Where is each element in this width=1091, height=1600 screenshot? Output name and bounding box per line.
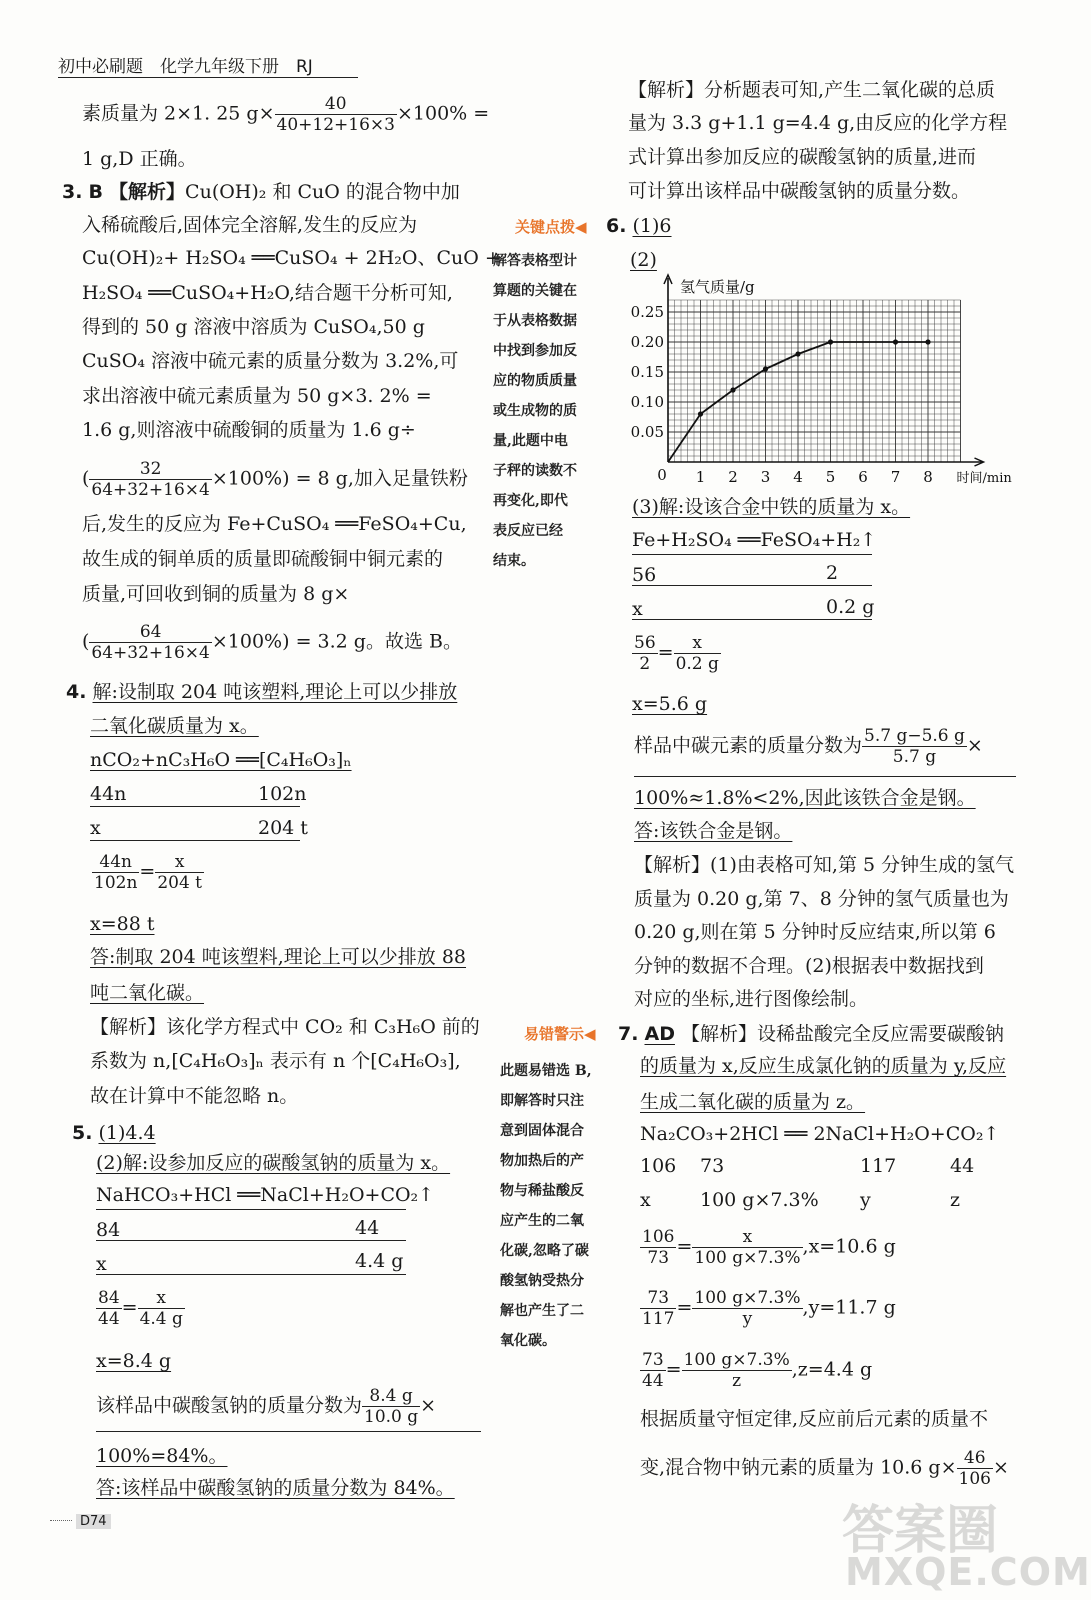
fraction — [92, 852, 139, 893]
side-note-line: 解也产生了二 — [500, 1303, 584, 1319]
text-segment: ,x=10.6 g — [802, 1235, 896, 1258]
rule — [96, 1209, 406, 1210]
question-number: 6. — [606, 215, 627, 237]
side-note-line: 氧化碳。 — [500, 1333, 556, 1349]
text-segment: ×100% = — [396, 102, 490, 125]
side-note-line: 量,此题中电 — [493, 433, 568, 449]
question-6-first-line — [606, 210, 672, 243]
x-tick-label: 7 — [890, 468, 901, 486]
fraction-denominator: 2 — [639, 654, 651, 674]
q3-line: 质量,可回收到铜的质量为 8 g× — [82, 583, 350, 605]
q3-fraction-line-2 — [82, 622, 462, 663]
y-tick-label: 0.20 — [630, 333, 664, 351]
ratio-cell: 44 — [950, 1155, 975, 1177]
question-number: 7. — [618, 1023, 639, 1045]
q5-ratio-b: 44 — [355, 1217, 380, 1239]
side-note-line: 表反应已经 — [493, 523, 563, 539]
q5-ratio-a: 84 — [96, 1219, 121, 1241]
side-note-line: 于从表格数据 — [493, 313, 577, 329]
q5-line: 100%=84%。 — [96, 1445, 228, 1467]
hydrogen-mass-chart — [630, 272, 1030, 484]
q6-fraction-line — [634, 726, 983, 767]
q6-analysis: 质量为 0.20 g,第 7、8 分钟的氢气质量也为 — [634, 888, 1009, 910]
q6-equation: Fe+H₂SO₄ ══FeSO₄+H₂↑ — [632, 529, 877, 551]
fraction — [692, 1288, 802, 1329]
side-note-line: 物加热后的产 — [500, 1153, 584, 1169]
side-note-line: 或生成物的质 — [493, 403, 577, 419]
text-segment: ×100%) = 8 g,加入足量铁粉 — [211, 467, 468, 490]
rule — [96, 1431, 481, 1432]
q5-ratio-b: 4.4 g — [355, 1250, 404, 1272]
q5-analysis: 可计算出该样品中碳酸氢钠的质量分数。 — [628, 180, 971, 202]
data-point — [828, 339, 833, 344]
rule — [634, 776, 1016, 777]
q5-analysis: 式计算出参加反应的碳酸氢钠的质量,进而 — [628, 146, 977, 168]
rule — [96, 1240, 406, 1241]
text-segment: ( — [82, 630, 90, 653]
q6-part-3: (3)解:设该合金中铁的质量为 x。 — [632, 496, 911, 518]
fraction-denominator: 106 — [958, 1469, 991, 1489]
q5-equation: NaHCO₃+HCl ══NaCl+H₂O+CO₂↑ — [96, 1184, 435, 1206]
q7-ratio-row — [640, 1184, 1020, 1217]
y-axis-label: 氢气质量/g — [680, 278, 755, 296]
q4-analysis: 系数为 n,[C₄H₆O₃]ₙ 表示有 n 个[C₄H₆O₃], — [90, 1050, 461, 1072]
text-segment: 样品中碳元素的质量分数为 — [634, 734, 863, 757]
q7-fraction-line — [640, 1448, 1009, 1489]
fraction-denominator: 40+12+16×3 — [276, 115, 395, 135]
y-tick-label: 0.25 — [630, 303, 664, 321]
watermark-domain: MXQE.COM — [845, 1550, 1091, 1594]
text-segment: 解:设制取 204 吨该塑料,理论上可以少排放 — [92, 681, 458, 703]
fraction — [674, 633, 721, 674]
q4-answer: 答:制取 204 吨该塑料,理论上可以少排放 88 — [90, 946, 467, 968]
fraction — [640, 1227, 676, 1268]
side-note-line: 即解答时只注 — [500, 1093, 584, 1109]
side-note-title-common-errors: 易错警示◀ — [524, 1025, 596, 1043]
question-4-first-line — [66, 676, 457, 709]
fraction-numerator: 5.7 g−5.6 g — [864, 726, 965, 746]
x-axis-label: 时间/min — [956, 471, 1012, 486]
fraction-numerator: 84 — [98, 1288, 120, 1308]
side-note-line: 解答表格型计 — [493, 253, 577, 269]
text-segment: 变,混合物中钠元素的质量为 10.6 g× — [640, 1456, 957, 1479]
text-segment: ( — [82, 467, 90, 490]
left-line-0 — [82, 94, 489, 135]
fraction-denominator: 5.7 g — [892, 747, 937, 767]
q4-ratio-b: 204 t — [258, 817, 308, 839]
q6-analysis: 分钟的数据不合理。(2)根据表中数据找到 — [634, 955, 984, 977]
fraction-denominator: y — [742, 1309, 753, 1329]
q4-ratio-a: x — [90, 817, 101, 839]
rule — [90, 806, 300, 807]
side-note-title-key-points: 关键点拨◀ — [515, 218, 587, 236]
x-tick-label: 4 — [793, 468, 803, 486]
fraction-denominator: 117 — [642, 1309, 675, 1329]
text-segment: 易错警示 — [524, 1025, 585, 1043]
data-point — [763, 366, 768, 371]
ratio-cell: y — [860, 1189, 871, 1211]
data-point — [730, 387, 735, 392]
chart-axes — [664, 275, 984, 466]
data-point — [925, 339, 930, 344]
q5-answer: 答:该样品中碳酸氢钠的质量分数为 84%。 — [96, 1477, 455, 1499]
x-tick-label: 1 — [695, 468, 706, 486]
q6-ratio-a: 56 — [632, 564, 657, 586]
q4-proportion: $\frac{44n}{102n}$ = $\frac{x}{204 t}$ — [94, 852, 203, 893]
q7-line: 生成二氧化碳的质量为 z。 — [640, 1091, 866, 1113]
q5-ratio-a: x — [96, 1253, 107, 1275]
fraction-denominator: 64+32+16×4 — [91, 643, 210, 663]
x-tick-label: 2 — [728, 468, 738, 486]
fraction-numerator: 44n — [92, 852, 139, 873]
fraction — [89, 459, 211, 500]
text-segment: 【解析】设稀盐酸完全反应需要碳酸钠 — [681, 1023, 1005, 1045]
text-segment: 该样品中碳酸氢钠的质量分数为 — [96, 1394, 363, 1417]
x-tick-label: 6 — [858, 468, 868, 486]
q5-analysis: 【解析】分析题表可知,产生二氧化碳的总质 — [628, 79, 996, 101]
q4-answer: 吨二氧化碳。 — [90, 982, 205, 1004]
side-note-line: 结束。 — [493, 553, 535, 569]
fraction-numerator: x — [155, 852, 204, 873]
page-number: D74 — [76, 1514, 111, 1529]
rule — [96, 1274, 406, 1275]
q5-analysis: 量为 3.3 g+1.1 g=4.4 g,由反应的化学方程 — [628, 112, 1008, 134]
fraction-denominator: 73 — [647, 1248, 670, 1268]
side-note-line: 算题的关键在 — [493, 283, 577, 299]
fraction-numerator: 100 g×7.3% — [683, 1350, 790, 1370]
ratio-cell: 100 g×7.3% — [700, 1189, 819, 1211]
chart-tick-labels — [631, 278, 1013, 486]
question-number: 3. — [62, 181, 83, 203]
q4-ratio-a: 44n — [90, 783, 127, 805]
question-number: 4. — [66, 681, 87, 703]
fraction — [89, 622, 211, 663]
ratio-cell: x — [640, 1189, 651, 1211]
q6-ratio-b: 2 — [826, 562, 839, 584]
text-segment: Cu(OH)₂ 和 CuO 的混合物中加 — [185, 181, 460, 203]
q7-line: 的质量为 x,反应生成氯化钠的质量为 y,反应 — [640, 1055, 1007, 1077]
q7-equation: Na₂CO₃+2HCl ══ 2NaCl+H₂O+CO₂↑ — [640, 1123, 1000, 1145]
fraction-denominator: 64+32+16×4 — [91, 480, 210, 500]
q3-line: H₂SO₄ ══CuSO₄+H₂O,结合题干分析可知, — [82, 282, 453, 304]
question-number: 5. — [72, 1122, 93, 1144]
fraction-numerator: x — [674, 633, 721, 654]
fraction — [138, 1288, 185, 1329]
watermark-logo: 答案圈 — [842, 1501, 999, 1561]
fraction — [957, 1448, 993, 1489]
text-segment: × — [966, 734, 983, 757]
fraction-denominator: 102n — [94, 873, 138, 893]
answer-choice: B — [88, 181, 103, 203]
fraction-numerator: 46 — [957, 1448, 993, 1469]
q6-ratio-a: x — [632, 598, 643, 620]
rule — [632, 585, 872, 586]
question-3-first-line — [62, 176, 460, 209]
ratio-cell: z — [950, 1189, 961, 1211]
fraction-numerator: x — [138, 1288, 185, 1309]
fraction-numerator: 100 g×7.3% — [694, 1288, 801, 1308]
page-dotted-rule — [50, 1520, 72, 1521]
text-segment: ,z=4.4 g — [791, 1358, 873, 1381]
q6-answer: 答:该铁合金是钢。 — [634, 820, 793, 842]
fraction-numerator: x — [692, 1227, 802, 1248]
q6-proportion: $\frac{56}{2}$ = $\frac{x}{0.2 g}$ — [634, 633, 719, 674]
header-rule — [58, 77, 358, 78]
fraction — [362, 1386, 420, 1427]
fraction-numerator: 8.4 g — [362, 1386, 420, 1407]
q4-line: 二氧化碳质量为 x。 — [90, 715, 259, 737]
q6-result: x=5.6 g — [632, 693, 708, 715]
q4-result: x=88 t — [90, 913, 155, 935]
rule — [90, 840, 300, 841]
q3-line: Cu(OH)₂+ H₂SO₄ ══CuSO₄ + 2H₂O、CuO + — [82, 247, 501, 269]
q3-line: 得到的 50 g 溶液中溶质为 CuSO₄,50 g — [82, 316, 425, 338]
q3-line: CuSO₄ 溶液中硫元素的质量分数为 3.2%,可 — [82, 350, 459, 372]
rule — [632, 554, 872, 555]
running-header: 初中必刷题 化学九年级下册 RJ — [58, 57, 313, 77]
text-segment: (1)6 — [632, 215, 672, 237]
answer-choice: AD — [644, 1023, 675, 1045]
text-segment: × — [420, 1394, 437, 1417]
side-note-common-errors — [500, 1056, 592, 1356]
fraction-denominator: 0.2 g — [675, 654, 719, 674]
x-tick-label: 5 — [825, 468, 836, 486]
q3-line: 后,发生的反应为 Fe+CuSO₄ ══FeSO₄+Cu, — [82, 513, 467, 535]
q6-analysis: 0.20 g,则在第 5 分钟时反应结束,所以第 6 — [634, 921, 996, 943]
ratio-cell: 106 — [640, 1155, 677, 1177]
q7-proportion-1: $\frac{106}{73}$ = $\frac{x}{100 g\times 7.3\%}$ ,x=10.6 g — [642, 1227, 896, 1268]
q7-proportion-3: $\frac{73}{44}$ = $\frac{100 g\times 7.3\%}{z}$ ,z=4.4 g — [642, 1350, 873, 1391]
x-tick-label: 8 — [923, 468, 933, 486]
chart-grid — [668, 300, 961, 462]
q6-analysis: 对应的坐标,进行图像绘制。 — [634, 988, 869, 1010]
q4-equation: nCO₂+nC₃H₆O ══[C₄H₆O₃]ₙ — [90, 749, 352, 771]
question-5-first-line — [72, 1117, 156, 1150]
side-note-line: 物与稀盐酸反 — [500, 1183, 584, 1199]
text-segment: ×100%) = 3.2 g。故选 B。 — [211, 630, 462, 653]
text-segment: ,y=11.7 g — [802, 1296, 896, 1319]
q5-proportion: $\frac{84}{44}$ = $\frac{x}{4.4 g}$ — [98, 1288, 183, 1329]
side-note-line: 子秤的读数不 — [493, 463, 577, 479]
fraction-denominator: 100 g×7.3% — [694, 1248, 801, 1268]
data-point — [795, 351, 800, 356]
chart-series — [668, 339, 931, 462]
q7-proportion-2: $\frac{73}{117}$ = $\frac{100 g\times 7.3\%}{y}$ ,y=11.7 g — [642, 1288, 896, 1329]
q3-line: 求出溶液中硫元素质量为 50 g×3. 2% = — [82, 385, 432, 407]
fraction — [96, 1288, 122, 1329]
side-note-line: 此题易错选 B, — [500, 1063, 592, 1079]
fraction-denominator: 44 — [642, 1371, 664, 1391]
fraction-denominator: 204 t — [157, 873, 203, 893]
side-note-key-points — [493, 246, 577, 576]
q4-analysis: 【解析】该化学方程式中 CO₂ 和 C₃H₆O 前的 — [90, 1016, 480, 1038]
side-note-line: 中找到参加反 — [493, 343, 577, 359]
origin-label: 0 — [657, 466, 667, 484]
fraction — [862, 726, 967, 767]
y-tick-label: 0.05 — [630, 423, 664, 441]
side-note-line: 意到固体混合 — [500, 1123, 584, 1139]
text-segment: (1)4.4 — [98, 1122, 156, 1144]
text-segment: 素质量为 2×1. 25 g× — [82, 102, 275, 125]
fraction-numerator: 106 — [642, 1227, 675, 1247]
ratio-cell: 73 — [700, 1155, 725, 1177]
q3-fraction-line-1 — [82, 459, 468, 500]
fraction — [640, 1350, 666, 1391]
fraction — [275, 94, 397, 135]
q5-result: x=8.4 g — [96, 1350, 172, 1372]
q7-ratio-row — [640, 1150, 1020, 1183]
q4-analysis: 故在计算中不能忽略 n。 — [90, 1085, 299, 1107]
fraction-numerator: 32 — [89, 459, 211, 480]
side-note-line: 酸氢钠受热分 — [500, 1273, 584, 1289]
ratio-cell: 117 — [860, 1155, 897, 1177]
y-tick-label: 0.10 — [630, 393, 664, 411]
data-point — [893, 339, 898, 344]
fraction — [640, 1288, 676, 1329]
fraction-denominator: z — [732, 1371, 742, 1391]
fraction — [155, 852, 204, 893]
fraction — [682, 1350, 792, 1391]
rule — [632, 619, 872, 620]
fraction-numerator: 73 — [642, 1350, 664, 1370]
fraction-denominator: 44 — [98, 1309, 120, 1329]
q3-line: 入稀硫酸后,固体完全溶解,发生的反应为 — [82, 214, 418, 236]
text-segment: 关键点拨 — [515, 218, 576, 236]
left-line-1: 1 g,D 正确。 — [82, 148, 197, 170]
text-segment: × — [992, 1456, 1009, 1479]
fraction-numerator: 56 — [634, 633, 656, 653]
q3-line: 故生成的铜单质的质量即硫酸铜中铜元素的 — [82, 548, 444, 570]
q5-fraction-line — [96, 1386, 436, 1427]
y-tick-label: 0.15 — [630, 363, 664, 381]
q6-analysis: 【解析】(1)由表格可知,第 5 分钟生成的氢气 — [634, 854, 1015, 876]
data-point — [698, 411, 703, 416]
fraction-numerator: 73 — [640, 1288, 676, 1309]
fraction — [692, 1227, 802, 1268]
fraction-denominator: 4.4 g — [139, 1309, 183, 1329]
q6-ratio-b: 0.2 g — [826, 596, 875, 618]
side-note-line: 再变化,即代 — [493, 493, 568, 509]
fraction-numerator: 40 — [275, 94, 397, 115]
x-tick-label: 3 — [760, 468, 771, 486]
q4-ratio-b: 102n — [258, 783, 307, 805]
side-note-line: 应产生的二氧 — [500, 1213, 584, 1229]
side-note-line: 化碳,忽略了碳 — [500, 1243, 589, 1259]
q6-line: 100%≈1.8%<2%,因此该铁合金是钢。 — [634, 787, 976, 809]
fraction-denominator: 10.0 g — [364, 1407, 419, 1427]
fraction — [632, 633, 658, 674]
q3-line: 1.6 g,则溶液中硫酸铜的质量为 1.6 g÷ — [82, 419, 416, 441]
side-note-line: 应的物质质量 — [493, 373, 577, 389]
fraction-numerator: 64 — [89, 622, 211, 643]
q7-line: 根据质量守恒定律,反应前后元素的质量不 — [640, 1408, 989, 1430]
q5-line: (2)解:设参加反应的碳酸氢钠的质量为 x。 — [96, 1152, 451, 1174]
analysis-tag: 【解析】 — [109, 181, 186, 203]
q6-part-2-label: (2) — [630, 249, 657, 271]
question-7-first-line — [618, 1018, 1004, 1051]
